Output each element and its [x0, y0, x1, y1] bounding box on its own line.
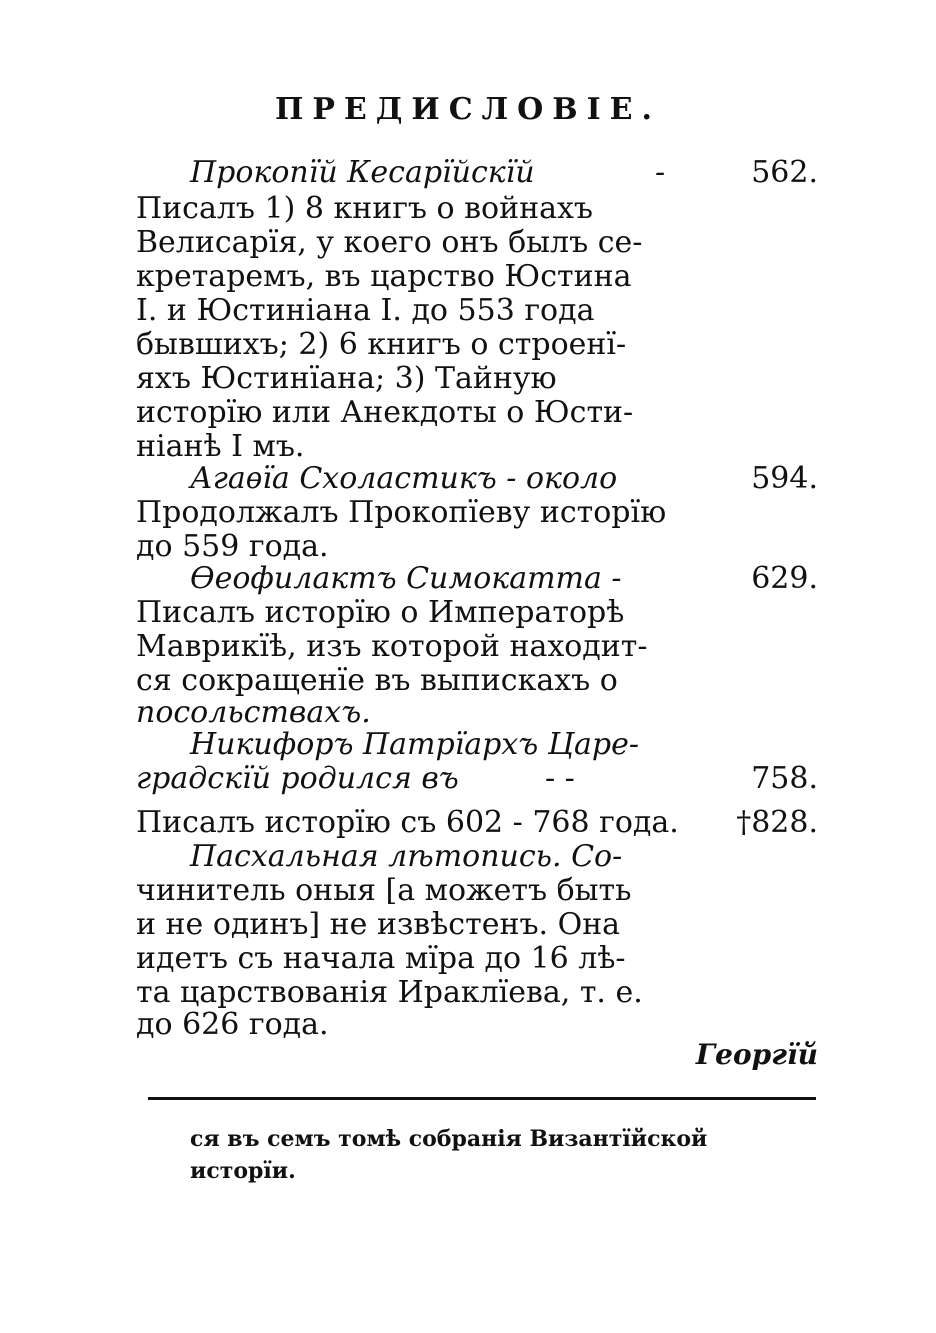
text-line: кретаремъ, въ царство Юстина	[136, 259, 632, 294]
entry-heading: Никифоръ Патрїархъ Царе-	[190, 727, 639, 762]
text-line: ніанѣ I мъ.	[136, 429, 305, 464]
text-line: бывшихъ; 2) 6 книгъ о строенї-	[136, 327, 627, 362]
entry-heading: Пасхальная лѣтопись. Со-	[190, 839, 623, 874]
text-line: исторїю или Анекдоты о Юсти-	[136, 395, 634, 430]
entry-dashes: - -	[545, 761, 575, 796]
entry-heading: Прокопїй Кесарїйскїй	[190, 155, 535, 190]
text-line: и не одинъ] не извѣстенъ. Она	[136, 907, 621, 942]
text-line: ся сокращенїе въ выпискахъ о	[136, 663, 618, 698]
entry-heading: Ѳеофилактъ Симокатта -	[190, 561, 622, 596]
footnote-divider	[148, 1097, 816, 1100]
text-line: Писалъ исторїю о Императорѣ	[136, 595, 625, 630]
footnote-line: ся въ семъ томѣ собранія Византїйской	[190, 1126, 708, 1152]
text-line: Велисарїя, у коего онъ былъ се-	[136, 225, 643, 260]
footnote-line: исторїи.	[190, 1158, 296, 1184]
text-line: Писалъ 1) 8 книгъ о войнахъ	[136, 191, 593, 226]
entry-death-date: †828.	[736, 805, 818, 840]
entry-dash: -	[655, 155, 666, 190]
page-title: ПРЕДИСЛОВІЕ.	[274, 92, 661, 127]
catchword: Георгїй	[695, 1038, 818, 1071]
text-line: яхъ Юстинїана; 3) Тайную	[136, 361, 557, 396]
text-line: идетъ съ начала мїра до 16 лѣ-	[136, 941, 626, 976]
entry-heading-continued: градскїй родился въ	[136, 761, 459, 796]
text-line: посольствахъ.	[136, 695, 371, 730]
entry-date: 629.	[751, 561, 818, 596]
text-line: та царствованія Ираклїева, т. е.	[136, 975, 643, 1010]
text-line: Писалъ исторїю съ 602 - 768 года.	[136, 805, 679, 840]
entry-date: 562.	[751, 155, 818, 190]
text-line: I. и Юстиніана I. до 553 года	[136, 293, 595, 328]
text-line: Маврикїѣ, изъ которой находит-	[136, 629, 648, 664]
entry-heading: Агаѳїа Схоластикъ - около	[190, 461, 618, 496]
text-line: до 626 года.	[136, 1007, 329, 1042]
text-line: Продолжалъ Прокопїеву исторїю	[136, 495, 667, 530]
text-line: чинитель оныя [а можетъ быть	[136, 873, 632, 908]
entry-date: 758.	[751, 761, 818, 796]
text-line: до 559 года.	[136, 529, 329, 564]
entry-date: 594.	[751, 461, 818, 496]
